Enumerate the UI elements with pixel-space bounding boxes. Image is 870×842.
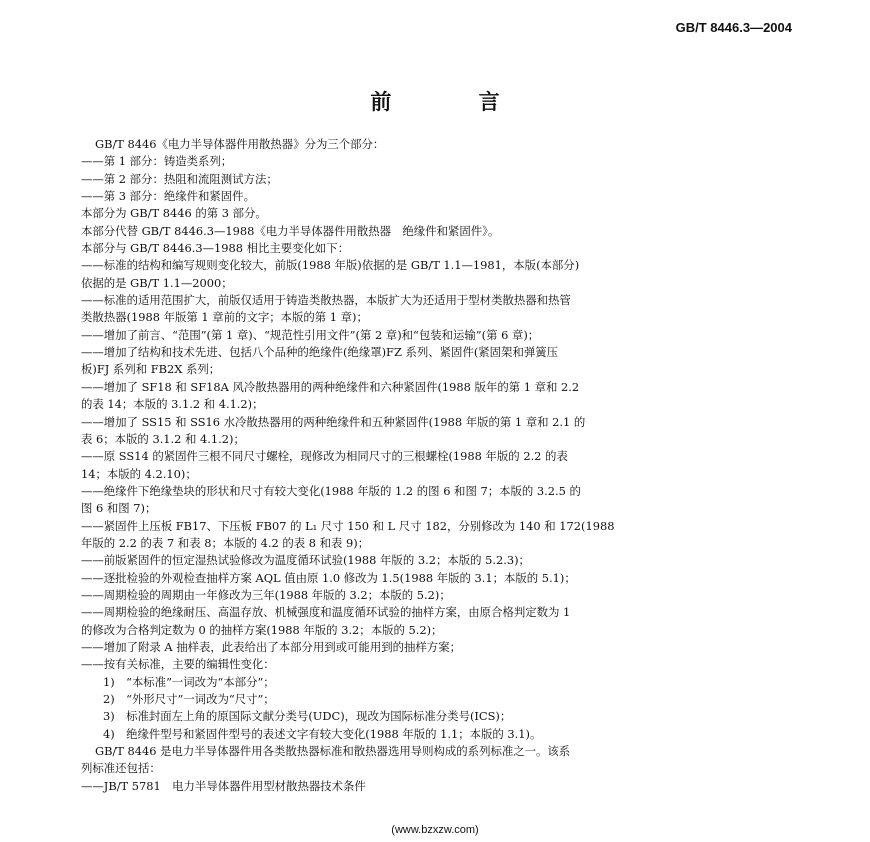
change-item: ——增加了附录 A 抽样表，此表给出了本部分用到或可能用到的抽样方案； [81, 639, 461, 654]
change-item [81, 344, 793, 379]
page-title: 前 言 [370, 89, 540, 114]
text-line: ——增加了结构和技术先进、包括八个品种的绝缘件(绝缘罩)FZ 系列、紧固件(紧固架和弹簧压 [81, 345, 559, 360]
text-line: ——增加了 SF18 和 SF18A 风冷散热器用的两种绝缘件和六种紧固件(1988 版年的第 1 章和 2.2 [81, 379, 580, 394]
text-line: 依据的是 GB/T 1.1—2000； [81, 275, 233, 290]
text-line: 本部分为 GB/T 8446 的第 3 部分。 [81, 206, 267, 221]
source-watermark: (www.bzxzw.com) [391, 824, 479, 836]
standard-number: GB/T 8446.3—2004 [675, 20, 792, 35]
text-line: ——原 SS14 的紧固件三根不同尺寸螺栓，现修改为相同尺寸的三根螺栓(1988 年版的 2.2 的表 [81, 449, 568, 464]
change-item [81, 257, 793, 292]
text-line: 图 6 和图 7)； [81, 501, 157, 516]
text-line: 的修改为合格判定数为 0 的抽样方案(1988 年版的 3.2；本版的 5.2)； [81, 622, 443, 637]
change-item [81, 604, 793, 639]
text-line: GB/T 8446 是电力半导体器件用各类散热器标准和散热器选用导则构成的系列标准之一。该系 [95, 744, 571, 759]
text-line: ——第 3 部分：绝缘件和紧固件。 [81, 189, 255, 204]
text-line: ——周期检验的绝缘耐压、高温存放、机械强度和温度循环试验的抽样方案，由原合格判定数为 1 [81, 605, 571, 620]
change-item: ——前版紧固件的恒定湿热试验修改为温度循环试验(1988 年版的 3.2；本版的 5.2.3)； [81, 553, 530, 568]
text-line: ——标准的结构和编写规则变化较大，前版(1988 年版)依据的是 GB/T 1.1—1981，本版(本部分) [81, 258, 580, 273]
text-line: ——标准的适用范围扩大，前版仅适用于铸造类散热器，本版扩大为还适用于型材类散热器和热管 [81, 293, 571, 308]
text-line: 的表 14；本版的 3.1.2 和 4.1.2)； [81, 397, 264, 412]
change-item [81, 483, 793, 518]
edit-item: 1) “本标准”一词改为“本部分”； [103, 674, 275, 689]
change-item: ——周期检验的周期由一年修改为三年(1988 年版的 3.2；本版的 5.2)； [81, 587, 451, 602]
edit-item: 4) 绝缘件型号和紧固件型号的表述文字有较大变化(1988 年版的 1.1；本版的 3.1)。 [103, 726, 542, 741]
change-item: ——增加了前言、“范围”(第 1 章)、“规范性引用文件”(第 2 章)和“包装和运输”(第 6 章)； [81, 327, 540, 342]
foreword-body [81, 136, 793, 795]
text-line: ——紧固件上压板 FB17、下压板 FB07 的 L₁ 尺寸 150 和 L 尺寸 182，分别修改为 140 和 172(1988 [81, 518, 615, 533]
text-line: GB/T 8446《电力半导体器件用散热器》分为三个部分： [95, 137, 385, 151]
change-item [81, 379, 793, 414]
text-line: ——第 2 部分：热阻和流阻测试方法； [81, 171, 278, 186]
change-item [81, 292, 793, 327]
text-line: ——第 1 部分：铸造类系列； [81, 154, 233, 169]
text-line: 列标准还包括： [81, 761, 161, 776]
text-line: 类散热器(1988 年版第 1 章前的文字；本版的第 1 章)； [81, 310, 368, 325]
edit-item: 3) 标准封面左上角的原国际文献分类号(UDC)，现改为国际标准分类号(ICS)； [103, 709, 512, 724]
change-item [81, 414, 793, 449]
change-item [81, 448, 793, 483]
text-line: ——JB/T 5781 电力半导体器件用型材散热器技术条件 [81, 778, 366, 793]
text-line: 本部分代替 GB/T 8446.3—1988《电力半导体器件用散热器 绝缘件和紧固件》。 [81, 223, 500, 238]
change-item: ——逐批检验的外观检查抽样方案 AQL 值由原 1.0 修改为 1.5(1988 年版的 3.1；本版的 5.1)； [81, 570, 576, 585]
text-line: 本部分与 GB/T 8446.3—1988 相比主要变化如下： [81, 241, 350, 256]
text-line: ——增加了 SS15 和 SS16 水冷散热器用的两种绝缘件和五种紧固件(1988 年版的第 1 章和 2.1 的 [81, 414, 586, 429]
change-item: ——按有关标准，主要的编辑性变化： [81, 657, 275, 672]
text-line: ——绝缘件下绝缘垫块的形状和尺寸有较大变化(1988 年版的 1.2 的图 6 和图 7；本版的 3.2.5 的 [81, 483, 581, 498]
text-line: 表 6；本版的 3.1.2 和 4.1.2)； [81, 431, 245, 446]
edit-item: 2) “外形尺寸”一词改为“尺寸”； [103, 692, 275, 706]
text-line: 14；本版的 4.2.10)； [81, 466, 197, 481]
text-line: 板)FJ 系列和 FB2X 系列； [81, 362, 221, 377]
text-line: 年版的 2.2 的表 7 和表 8；本版的 4.2 的表 8 和表 9)； [81, 535, 370, 550]
change-item [81, 518, 793, 553]
